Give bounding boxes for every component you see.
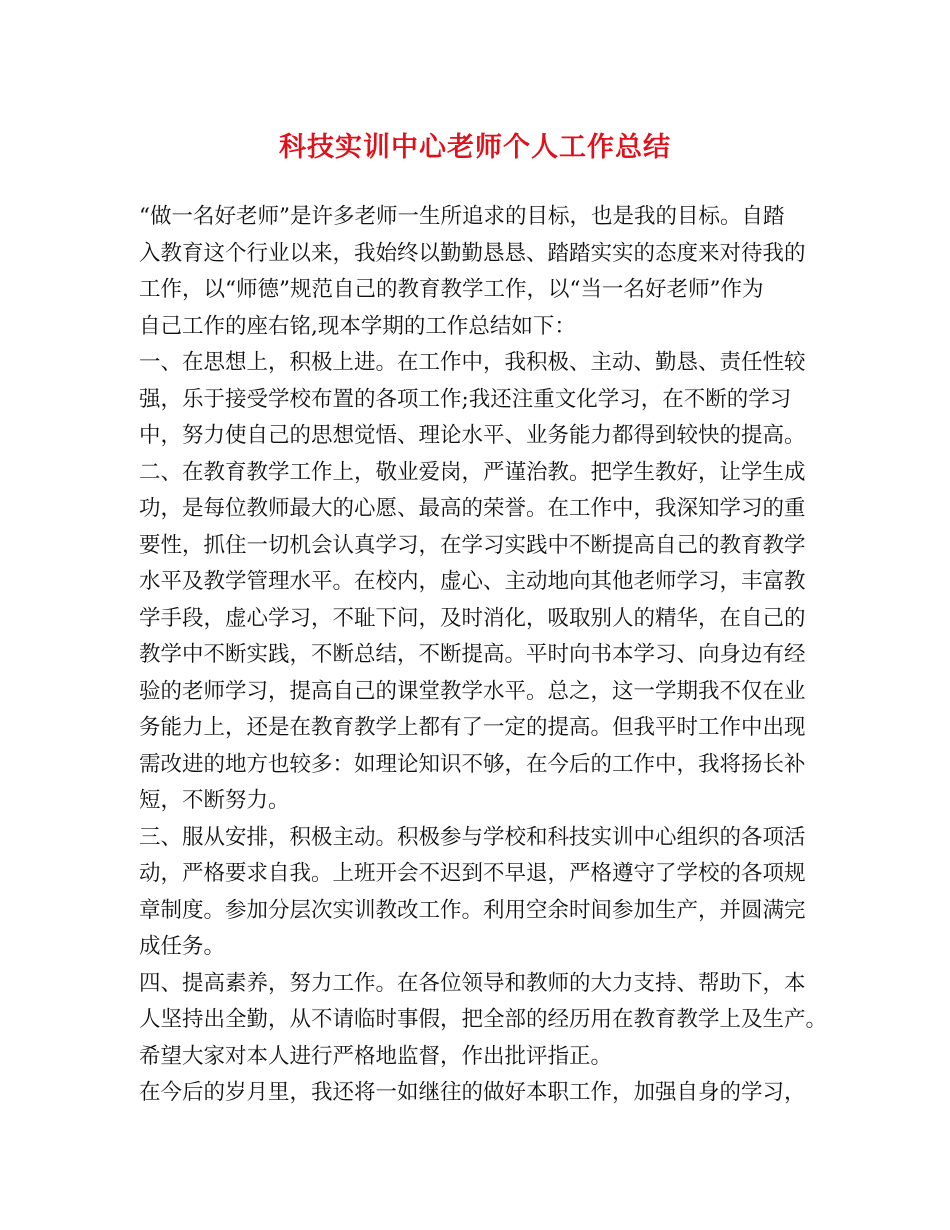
body-line: 要性，抓住一切机会认真学习，在学习实践中不断提高自己的教育教学 — [139, 532, 806, 558]
document-body — [139, 199, 829, 1112]
body-line: 四、提高素养，努力工作。在各位领导和教师的大力支持、帮助下，本 — [139, 970, 806, 996]
body-line: 短，不断努力。 — [139, 788, 290, 813]
document-title: 科技实训中心老师个人工作总结 — [279, 132, 671, 163]
body-line: 人坚持出全勤，从不请临时事假，把全部的经历用在教育教学上及生产。 — [139, 1007, 828, 1032]
body-line: 学手段，虚心学习，不耻下问，及时消化，吸取别人的精华，在自己的 — [139, 605, 806, 631]
body-line: 水平及教学管理水平。在校内，虚心、主动地向其他老师学习，丰富教 — [139, 569, 806, 594]
body-line: 需改进的地方也较多：如理论知识不够，在今后的工作中，我将扬长补 — [139, 751, 806, 777]
body-line: 工作，以“师德”规范自己的教育教学工作，以“当一名好老师”作为 — [139, 277, 764, 302]
body-line: 教学中不断实践，不断总结，不断提高。平时向书本学习、向身边有经 — [139, 642, 806, 667]
body-line: 入教育这个行业以来，我始终以勤勤恳恳、踏踏实实的态度来对待我的 — [139, 240, 806, 266]
body-line: 务能力上，还是在教育教学上都有了一定的提高。但我平时工作中出现 — [139, 715, 806, 740]
body-line: 一、在思想上，积极上进。在工作中，我积极、主动、勤恳、责任性较 — [139, 350, 806, 375]
body-line: 二、在教育教学工作上，敬业爱岗，严谨治教。把学生教好，让学生成 — [139, 459, 806, 485]
body-line: 成任务。 — [139, 934, 226, 959]
body-line: 中，努力使自己的思想觉悟、理论水平、业务能力都得到较快的提高。 — [139, 423, 806, 448]
body-line: 验的老师学习，提高自己的课堂教学水平。总之，这一学期我不仅在业 — [139, 678, 806, 704]
body-line: 三、服从安排，积极主动。积极参与学校和科技实训中心组织的各项活 — [139, 824, 806, 850]
body-line: 功，是每位教师最大的心愿、最高的荣誉。在工作中，我深知学习的重 — [139, 496, 806, 521]
body-line: 章制度。参加分层次实训教改工作。利用空余时间参加生产，并圆满完 — [139, 897, 806, 923]
body-line: 希望大家对本人进行严格地监督，作出批评指正。 — [139, 1043, 613, 1069]
body-line: 自己工作的座右铭,现本学期的工作总结如下： — [139, 313, 576, 339]
body-line: “做一名好老师”是许多老师一生所追求的目标，也是我的目标。自踏 — [139, 204, 785, 229]
body-line: 动，严格要求自我。上班开会不迟到不早退，严格遵守了学校的各项规 — [139, 861, 806, 886]
body-line: 在今后的岁月里，我还将一如继往的做好本职工作，加强自身的学习， — [139, 1080, 806, 1105]
body-line: 强，乐于接受学校布置的各项工作;我还注重文化学习，在不断的学习 — [139, 386, 792, 412]
